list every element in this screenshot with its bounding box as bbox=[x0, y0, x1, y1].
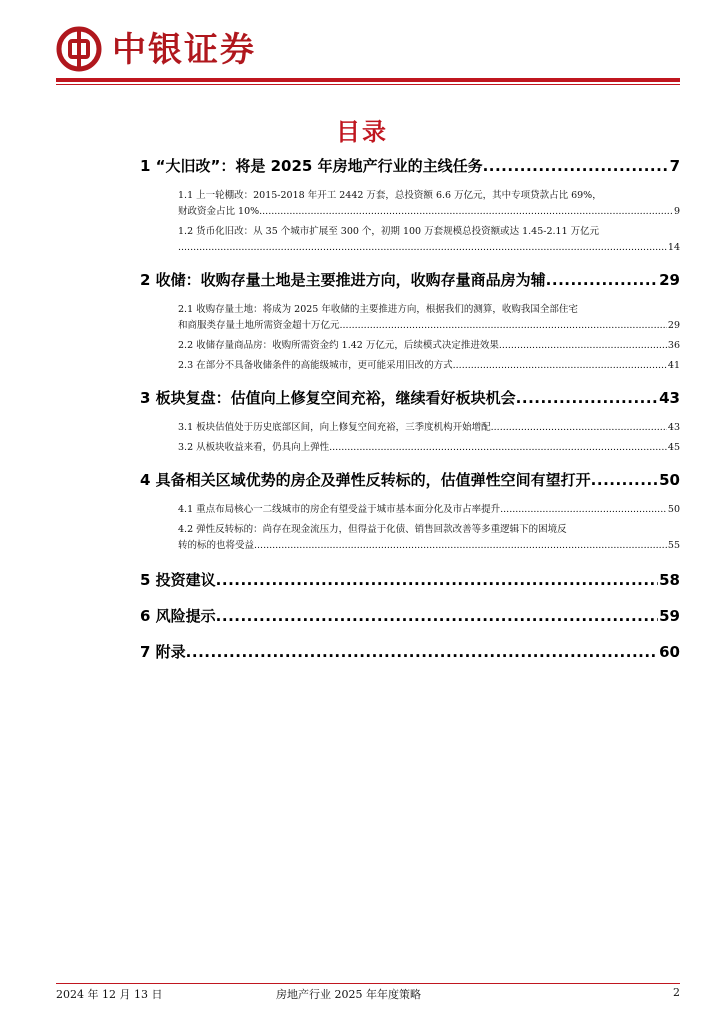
toc-entry-text: 1 “大旧改”：将是 2025 年房地产行业的主线任务 bbox=[140, 157, 483, 175]
toc-entry-text: 3.2 从板块收益来看，仍具向上弹性 bbox=[178, 442, 330, 453]
toc-page-number: 7 bbox=[669, 157, 680, 175]
toc-entry-text: 转的标的也将受益 bbox=[178, 540, 255, 551]
bank-of-china-logo-icon bbox=[56, 26, 102, 72]
toc-entry-text: 3 板块复盘：估值向上修复空间充裕，继续看好板块机会 bbox=[140, 389, 516, 407]
toc-section-entry[interactable] bbox=[140, 188, 680, 220]
toc-page-number: 29 bbox=[667, 320, 680, 331]
toc-page-number: 9 bbox=[673, 206, 680, 217]
toc-dot-leader bbox=[216, 606, 658, 626]
toc-entry-text: 4.1 重点布局核心一二线城市的房企有望受益于城市基本面分化及市占率提升 bbox=[178, 504, 501, 515]
toc-dot-leader bbox=[186, 642, 658, 662]
toc-page-number: 14 bbox=[667, 242, 680, 253]
header-rule bbox=[56, 78, 680, 82]
toc-page-number: 50 bbox=[659, 471, 680, 489]
toc-chapter-entry[interactable] bbox=[140, 388, 680, 408]
toc-section-entry[interactable] bbox=[140, 440, 680, 456]
toc-chapter-entry[interactable] bbox=[140, 606, 680, 626]
toc-dot-leader bbox=[546, 270, 658, 290]
footer-report-title: 房地产行业 2025 年年度策略 bbox=[276, 988, 421, 1001]
toc-dot-leader bbox=[499, 338, 667, 354]
table-of-contents bbox=[140, 156, 680, 662]
toc-page-number: 36 bbox=[667, 340, 680, 351]
footer-rule bbox=[56, 983, 680, 984]
toc-chapter-entry[interactable] bbox=[140, 156, 680, 176]
toc-page-number: 58 bbox=[659, 571, 680, 589]
toc-entry-text-line: 2.1 收购存量土地：将成为 2025 年收储的主要推进方向，根据我们的测算，收购我国全部住宅 bbox=[178, 304, 578, 315]
toc-section-entry[interactable] bbox=[140, 302, 680, 334]
toc-dot-leader bbox=[491, 420, 667, 436]
toc-page-number: 60 bbox=[659, 643, 680, 661]
toc-section-entry[interactable] bbox=[140, 502, 680, 518]
toc-section-entry[interactable] bbox=[140, 420, 680, 436]
toc-chapter-entry[interactable] bbox=[140, 570, 680, 590]
toc-dot-leader bbox=[483, 156, 669, 176]
toc-entry-text: 4 具备相关区域优势的房企及弹性反转标的，估值弹性空间有望打开 bbox=[140, 471, 591, 489]
toc-page-number: 29 bbox=[659, 271, 680, 289]
toc-page-number: 59 bbox=[659, 607, 680, 625]
toc-page-number: 43 bbox=[659, 389, 680, 407]
toc-chapter-entry[interactable] bbox=[140, 270, 680, 290]
toc-entry-text-line: 1.1 上一轮棚改：2015-2018 年开工 2442 万套，总投资额 6.6 万亿元，其中专项贷款占比 69%， bbox=[178, 190, 602, 201]
toc-entry-text: 2 收储：收购存量土地是主要推进方向，收购存量商品房为辅 bbox=[140, 271, 546, 289]
toc-dot-leader bbox=[591, 470, 658, 490]
toc-entry-text: 财政资金占比 10% bbox=[178, 206, 260, 217]
toc-entry-text-line: 1.2 货币化旧改：从 35 个城市扩展至 300 个，初期 100 万套规模总投资额或达 1.45-2.11 万亿元 bbox=[178, 226, 600, 237]
toc-dot-leader bbox=[500, 502, 667, 518]
toc-section-entry[interactable] bbox=[140, 224, 680, 256]
toc-page-number: 43 bbox=[667, 422, 680, 433]
toc-page-number: 45 bbox=[667, 442, 680, 453]
toc-dot-leader bbox=[259, 204, 673, 220]
toc-dot-leader bbox=[216, 570, 658, 590]
toc-chapter-entry[interactable] bbox=[140, 642, 680, 662]
toc-page-number: 55 bbox=[667, 540, 680, 551]
toc-entry-text: 2.2 收储存量商品房：收购所需资金约 1.42 万亿元，后续模式决定推进效果 bbox=[178, 340, 499, 351]
toc-dot-leader bbox=[329, 440, 667, 456]
toc-dot-leader bbox=[516, 388, 658, 408]
toc-page-number: 41 bbox=[667, 360, 680, 371]
toc-page-number: 50 bbox=[667, 504, 680, 515]
footer-date: 2024 年 12 月 13 日 bbox=[56, 988, 163, 1001]
toc-entry-text: 5 投资建议 bbox=[140, 571, 216, 589]
toc-section-entry[interactable] bbox=[140, 522, 680, 554]
toc-entry-text: 7 附录 bbox=[140, 643, 186, 661]
page-header bbox=[56, 26, 680, 82]
header-rule-thin bbox=[56, 84, 680, 85]
toc-entry-text-line: 4.2 弹性反转标的：尚存在现金流压力，但得益于化债、销售回款改善等多重逻辑下的困境反 bbox=[178, 524, 567, 535]
toc-dot-leader bbox=[340, 318, 667, 334]
brand-name: 中银证券 bbox=[112, 30, 256, 70]
toc-chapter-entry[interactable] bbox=[140, 470, 680, 490]
toc-entry-text: 2.3 在部分不具备收储条件的高能级城市，更可能采用旧改的方式 bbox=[178, 360, 453, 371]
toc-dot-leader bbox=[178, 240, 667, 256]
toc-dot-leader bbox=[453, 358, 667, 374]
toc-entry-text: 和商服类存量土地所需资金超十万亿元 bbox=[178, 320, 340, 331]
footer-page-number: 2 bbox=[673, 986, 680, 999]
toc-title: 目录 bbox=[336, 118, 388, 146]
toc-section-entry[interactable] bbox=[140, 338, 680, 354]
toc-dot-leader bbox=[254, 538, 667, 554]
toc-entry-text: 3.1 板块估值处于历史底部区间，向上修复空间充裕，三季度机构开始增配 bbox=[178, 422, 491, 433]
toc-section-entry[interactable] bbox=[140, 358, 680, 374]
toc-entry-text: 6 风险提示 bbox=[140, 607, 216, 625]
